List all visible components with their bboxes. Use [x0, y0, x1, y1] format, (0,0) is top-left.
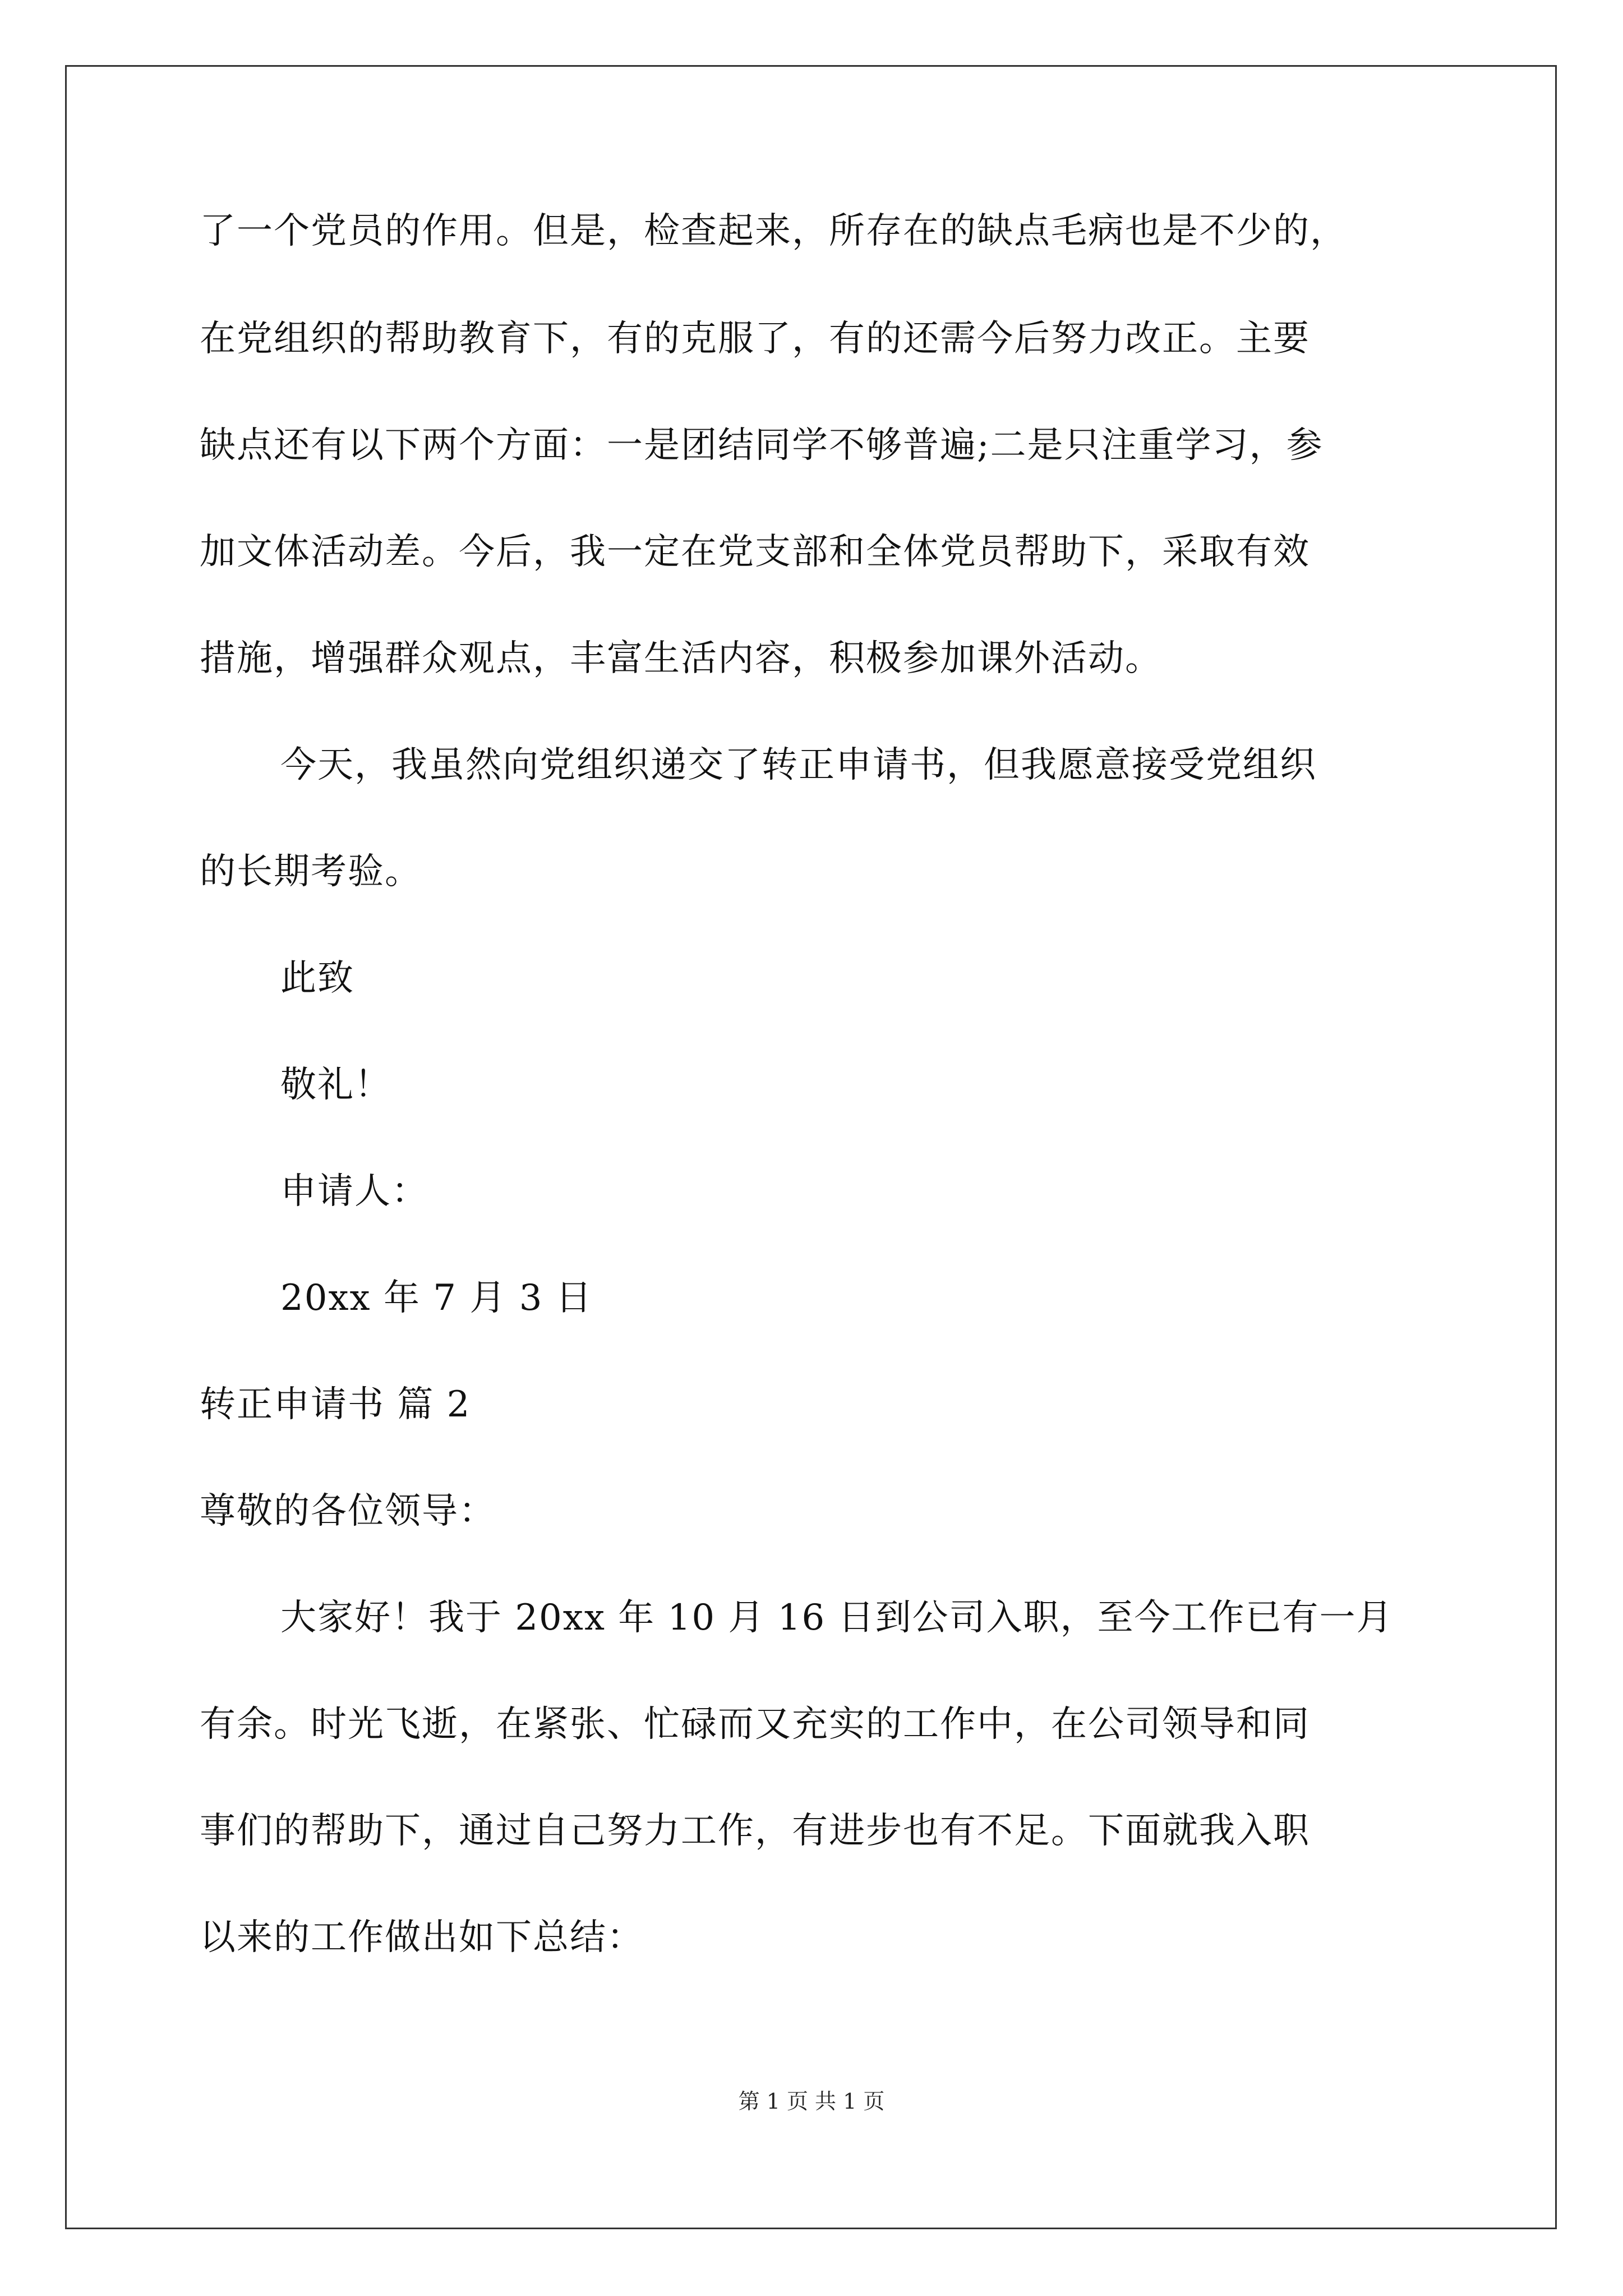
paragraph-line: 事们的帮助下，通过自己努力工作，有进步也有不足。下面就我入职 — [200, 1810, 1310, 1852]
section-heading: 转正申请书 篇 2 — [200, 1384, 471, 1425]
paragraph-line: 加文体活动差。今后，我一定在党支部和全体党员帮助下，采取有效 — [200, 531, 1310, 573]
paragraph-line: 措施，增强群众观点，丰富生活内容，积极参加课外活动。 — [200, 638, 1162, 679]
applicant-label: 申请人： — [280, 1171, 428, 1212]
paragraph-line: 了一个党员的作用。但是，检查起来，所存在的缺点毛病也是不少的， — [200, 210, 1347, 252]
greeting: 尊敬的各位领导： — [200, 1490, 496, 1532]
paragraph-line: 有余。时光飞逝，在紧张、忙碌而又充实的工作中，在公司领导和同 — [200, 1704, 1310, 1745]
paragraph-line: 的长期考验。 — [200, 851, 422, 892]
paragraph-line: 大家好！我于 20xx 年 10 月 16 日到公司入职，至今工作已有一月 — [280, 1597, 1394, 1639]
closing-salutation: 此致 — [280, 958, 354, 999]
signature-date: 20xx 年 7 月 3 日 — [280, 1277, 593, 1319]
page-number-footer: 第 1 页 共 1 页 — [738, 2089, 885, 2114]
paragraph-line: 以来的工作做出如下总结： — [200, 1917, 644, 1958]
page-border — [65, 65, 1557, 2229]
paragraph-line: 缺点还有以下两个方面：一是团结同学不够普遍;二是只注重学习，参 — [200, 425, 1324, 466]
paragraph-line: 在党组织的帮助教育下，有的克服了，有的还需今后努力改正。主要 — [200, 318, 1310, 360]
closing-regards: 敬礼！ — [280, 1064, 391, 1106]
paragraph-line: 今天，我虽然向党组织递交了转正申请书，但我愿意接受党组织 — [280, 744, 1317, 786]
